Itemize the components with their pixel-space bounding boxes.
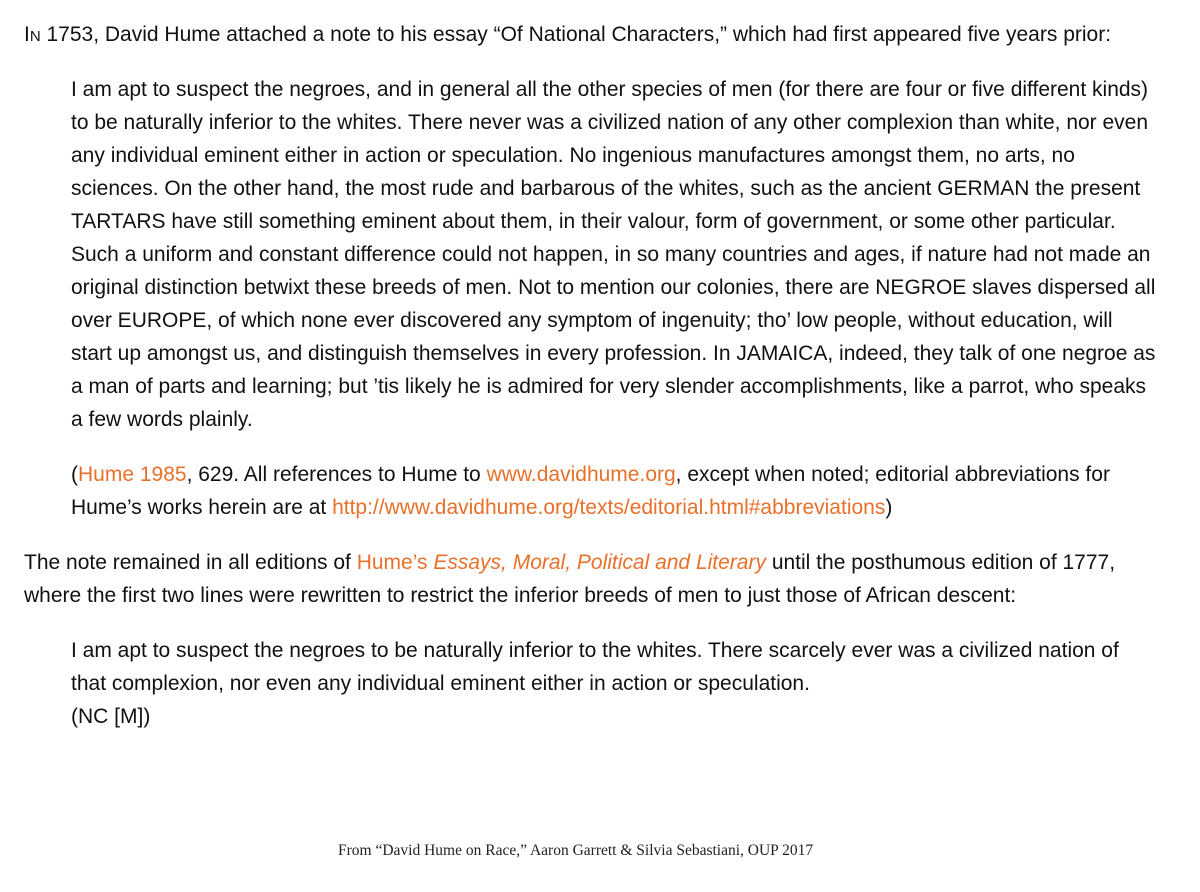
intro-paragraph [24,18,1164,51]
paragraph2-text-b: until the posthumous edition of 1777, where the first two lines were rewritten to restrict the inferior breeds of men to just those of African descent: [24,551,1116,607]
citation-close-paren: ) [885,496,893,519]
citation-note [71,458,1156,524]
abbreviations-link[interactable]: http://www.davidhume.org/texts/editorial.html#abbreviations [332,496,886,519]
intro-lead-in: In [24,23,41,46]
citation-text-b: , except when noted; editorial abbreviations for Hume’s works herein are at [71,463,1110,519]
quote2-ref: (NC [M]) [71,705,151,728]
hume-1985-link[interactable]: Hume 1985 [78,463,187,486]
source-attribution: From “David Hume on Race,” Aaron Garrett & Silvia Sebastiani, OUP 2017 [338,842,814,859]
book-title: Essays, Moral, Political and Literary [433,551,766,574]
citation-text-a: , 629. All references to Hume to [186,463,487,486]
book-author: Hume’s [356,551,434,574]
intro-text: 1753, David Hume attached a note to his essay “Of National Characters,” which had first appeared five years prior: [40,23,1112,46]
citation-open-paren: ( [71,463,78,486]
second-paragraph [24,546,1164,612]
essays-book-link[interactable] [357,551,766,574]
document-body [24,18,1164,733]
block-quote-1753: I am apt to suspect the negroes, and in general all the other species of men (for there are four or five different kinds) to be naturally inferior to the whites. There never was a civilized nation of any other complexion than white, nor even any individual eminent either in action or speculation. No ingenious manufactures amongst them, no arts, no sciences. On the other hand, the most rude and barbarous of the whites, such as the ancient GERMAN the present TARTARS have still something eminent about them, in their valour, form of government, or some other particular. Such a uniform and constant difference could not happen, in so many countries and ages, if nature had not made an original distinction betwixt these breeds of men. Not to mention our colonies, there are NEGROE slaves dispersed all over EUROPE, of which none ever discovered any symptom of ingenuity; tho’ low people, without education, will start up amongst us, and distinguish themselves in every profession. In JAMAICA, indeed, they talk of one negroe as a man of parts and learning; but ’tis likely he is admired for very slender accomplishments, like a parrot, who speaks a few words plainly. [71,78,1156,431]
quote2-text: I am apt to suspect the negroes to be naturally inferior to the whites. There scarcely ever was a civilized nation of that complexion, nor even any individual eminent either in action or speculation. [71,639,1119,695]
davidhume-site-link[interactable]: www.davidhume.org [486,463,676,486]
paragraph2-text-a: The note remained in all editions of [24,551,357,574]
block-quote-1777 [71,634,1156,733]
